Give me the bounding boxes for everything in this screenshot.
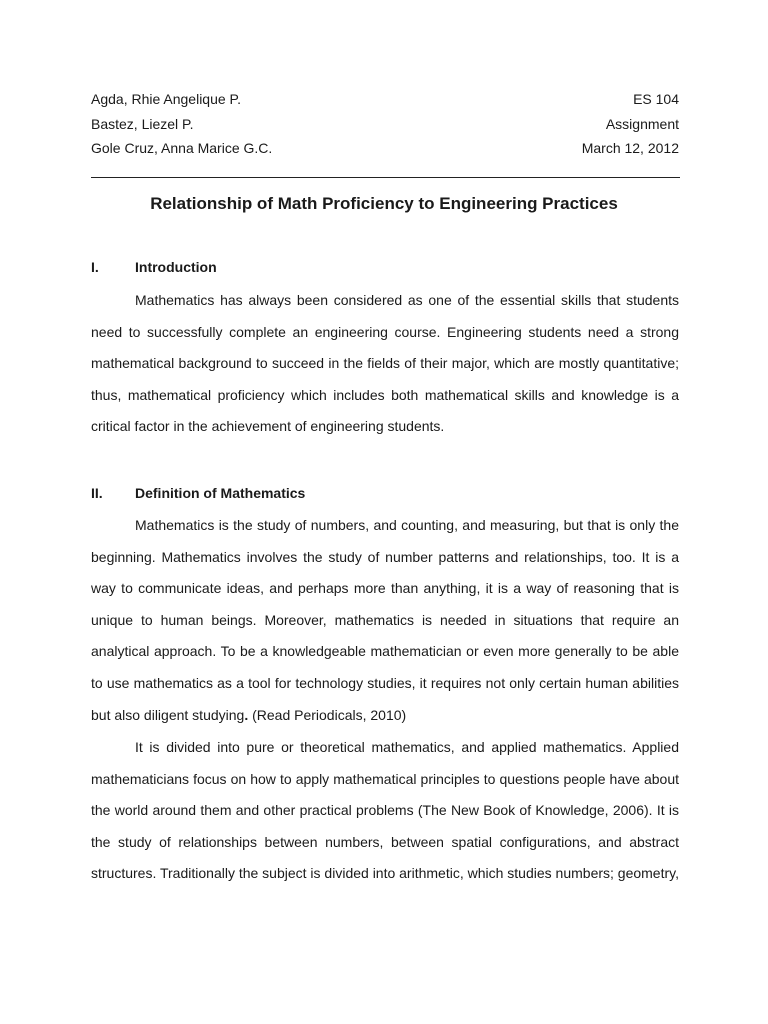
introduction-paragraph: Mathematics has always been considered as one of the essential skills that students need to successfully complete an engineering course. Engineering students need a strong mathematical background to succeed in the fields of their major, which are mostly quantitative; thus, mathematical proficiency which includes both mathematical skills and knowledge is a critical factor in the achievement of engineering students. (91, 292, 679, 435)
section-heading-introduction (91, 259, 217, 275)
header-row-3 (91, 136, 679, 161)
section-title: Definition of Mathematics (135, 485, 306, 501)
header-row-2 (91, 112, 679, 137)
section-title: Introduction (135, 259, 217, 275)
header-row-1 (91, 87, 679, 112)
document-header (91, 87, 679, 161)
document-title: Relationship of Math Proficiency to Engineering Practices (150, 194, 618, 213)
author-1: Agda, Rhie Angelique P. (91, 91, 241, 107)
document-date: March 12, 2012 (581, 140, 679, 156)
author-3: Gole Cruz, Anna Marice G.C. (91, 140, 273, 156)
section-number: I. (91, 259, 99, 275)
header-divider (91, 177, 680, 178)
document-type: Assignment (605, 115, 679, 132)
paragraph-text: Mathematics is the study of numbers, and counting, and measuring, but that is only the beginning. Mathematics involves the study of number patterns and relationships, too. It is a way to communicate ideas, and perhaps more than anything, it is a way of reasoning that is unique to human beings. Moreover, mathematics is needed in situations that require an analytical approach. To be a knowledgeable mathematician or even more generally to be able to use mathematics as a tool for technology studies, it requires not only certain human abilities but also diligent studying (91, 517, 679, 723)
definition-paragraph-2: It is divided into pure or theoretical mathematics, and applied mathematics. Applied mathematicians focus on how to apply mathematical principles to questions people have about the world around them and other practical problems (The New Book of Knowledge, 2006). It is the study of relationships between numbers, between spatial configurations, and abstract structures. Traditionally the subject is divided into arithmetic, which studies numbers; geometry, (91, 739, 679, 882)
course-code: ES 104 (633, 91, 679, 107)
section-heading-definition (91, 485, 305, 501)
author-2: Bastez, Liezel P. (91, 115, 194, 132)
section-number: II. (91, 485, 103, 501)
definition-paragraph-1 (91, 510, 679, 731)
citation-period: . (244, 706, 249, 723)
citation: (Read Periodicals, 2010) (248, 706, 407, 723)
